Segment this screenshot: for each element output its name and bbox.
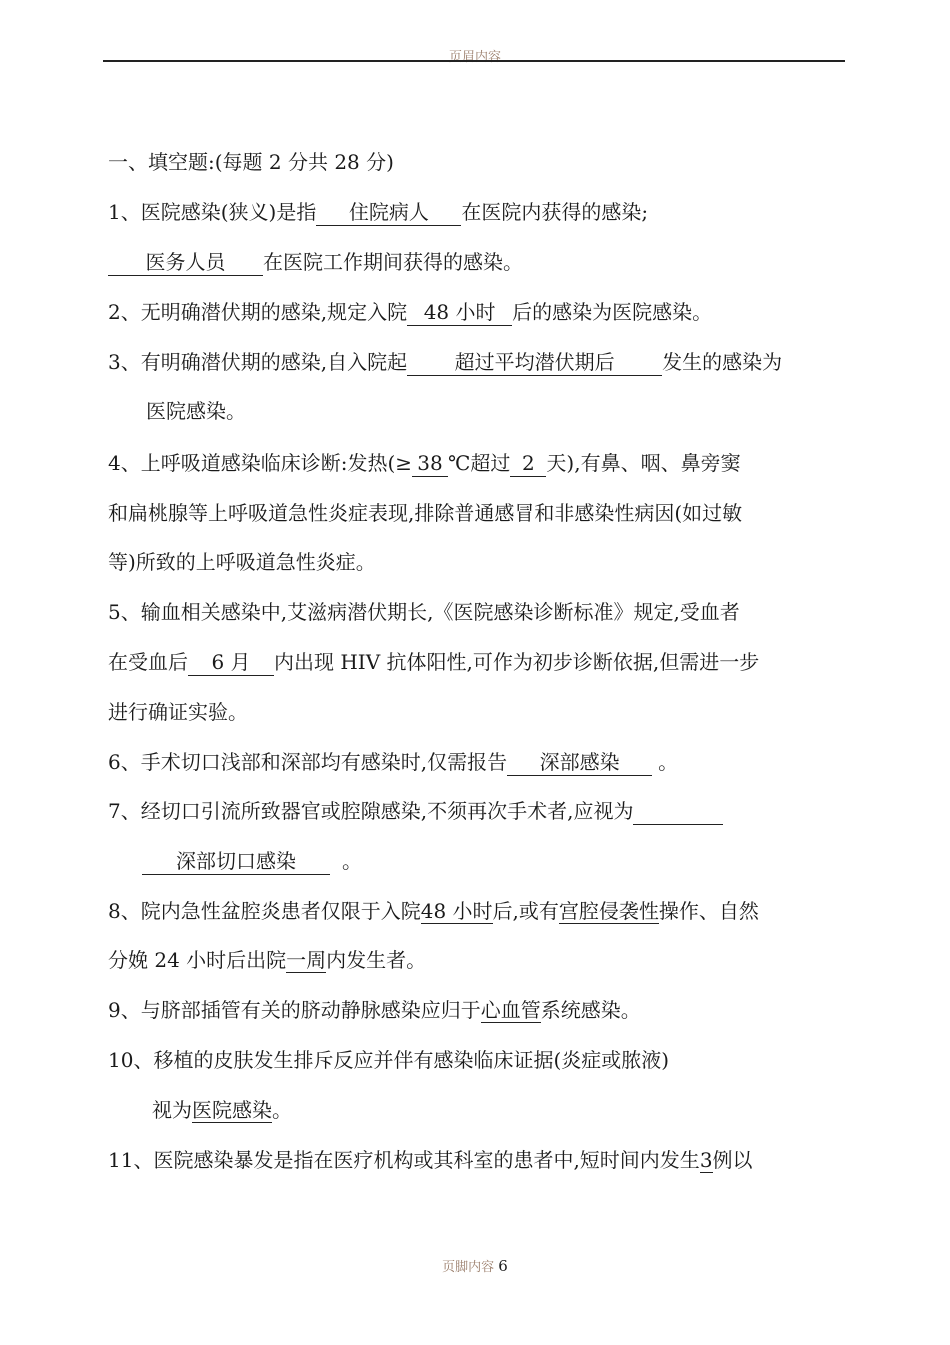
question-4-line-1 [108,449,741,477]
q5-text-3: 内出现 HIV 抗体阳性,可作为初步诊断依据,但需进一步 [274,650,760,674]
question-10-line-2 [152,1096,292,1124]
q8-text: 8、院内急性盆腔炎患者仅限于入院 [108,899,421,923]
q4-answer-2: 2 [510,450,546,477]
q7-text-2: 。 [342,849,362,873]
q1-text-2: 在医院内获得的感染; [461,200,649,224]
question-6 [108,748,678,776]
q8-text-2: 后,或有 [492,899,559,923]
q11-text: 11、医院感染暴发是指在医疗机构或其科室的患者中,短时间内发生 [108,1148,700,1172]
q3-text-2: 发生的感染为 [662,350,783,374]
q10-text-3: 。 [272,1098,292,1122]
q9-answer: 心血管 [480,998,541,1022]
question-5-line-1: 5、输血相关感染中,艾滋病潜伏期长,《医院感染诊断标准》规定,受血者 [108,600,740,624]
q8-answer-2: 宫腔侵袭性 [558,899,659,923]
q4-text: 4、上呼吸道感染临床诊断:发热(≥ [108,451,413,475]
q8-text-4: 分娩 24 小时后出院 [108,948,287,972]
section-title: 一、填空题:(每题 2 分共 28 分) [108,150,394,174]
question-7-line-2 [142,847,362,875]
q4-text-3: 天),有鼻、咽、鼻旁窦 [546,451,741,475]
question-1-line-1 [108,198,648,226]
page-header: 页眉内容 [448,50,501,65]
q9-text: 9、与脐部插管有关的脐动静脉感染应归于 [108,998,481,1022]
q7-answer: 深部切口感染 [142,848,330,875]
question-8-line-1 [108,897,759,925]
question-10-line-1: 10、移植的皮肤发生排斥反应并伴有感染临床证据(炎症或脓液) [108,1048,670,1072]
q10-answer: 医院感染 [192,1098,272,1122]
question-2 [108,298,712,326]
question-3-line-2: 医院感染。 [146,399,246,423]
question-3-line-1 [108,348,782,376]
page-number: 6 [498,1257,508,1275]
q6-text: 6、手术切口浅部和深部均有感染时,仅需报告 [108,750,508,774]
q11-text-2: 例以 [712,1148,753,1172]
q2-text-2: 后的感染为医院感染。 [512,300,713,324]
q1-answer-1: 住院病人 [316,199,461,226]
q1-text: 1、医院感染(狭义)是指 [108,200,317,224]
page-footer [0,1256,950,1275]
q9-text-2: 系统感染。 [540,998,641,1022]
q6-answer: 深部感染 [507,749,652,776]
question-7-line-1 [108,797,723,825]
q6-text-2: 。 [658,750,679,774]
q7-text: 7、经切口引流所致器官或腔隙感染,不须再次手术者,应视为 [108,799,634,823]
q8-answer-3: 一周 [286,948,327,972]
question-5-line-2 [108,648,759,676]
q8-text-3: 操作、自然 [658,899,759,923]
q4-text-2: ℃超过 [448,451,511,475]
question-8-line-2 [108,946,426,974]
question-4-line-3: 等)所致的上呼吸道急性炎症。 [108,550,376,574]
q3-text: 3、有明确潜伏期的感染,自入院起 [108,350,408,374]
q4-answer-1: 38 [412,450,448,477]
q1-text-3: 在医院工作期间获得的感染。 [263,250,523,274]
q5-text-2: 在受血后 [108,650,188,674]
q2-text: 2、无明确潜伏期的感染,规定入院 [108,300,408,324]
q11-answer: 3 [699,1148,713,1172]
question-9 [108,996,641,1024]
q1-answer-2: 医务人员 [108,249,263,276]
q2-answer: 48 小时 [407,299,512,326]
q8-answer-1: 48 小时 [420,899,493,923]
footer-label: 页脚内容 [442,1260,495,1275]
q8-text-5: 内发生者。 [326,948,427,972]
q5-answer: 6 月 [188,649,274,676]
q10-text-2: 视为 [152,1098,192,1122]
q3-answer: 超过平均潜伏期后 [407,349,662,376]
q7-blank-line [633,798,723,825]
header-rule [103,60,845,62]
question-1-line-2 [108,248,523,276]
question-11 [108,1146,753,1174]
question-4-line-2: 和扁桃腺等上呼吸道急性炎症表现,排除普通感冒和非感染性病因(如过敏 [108,501,743,525]
question-5-line-3: 进行确证实验。 [108,700,248,724]
